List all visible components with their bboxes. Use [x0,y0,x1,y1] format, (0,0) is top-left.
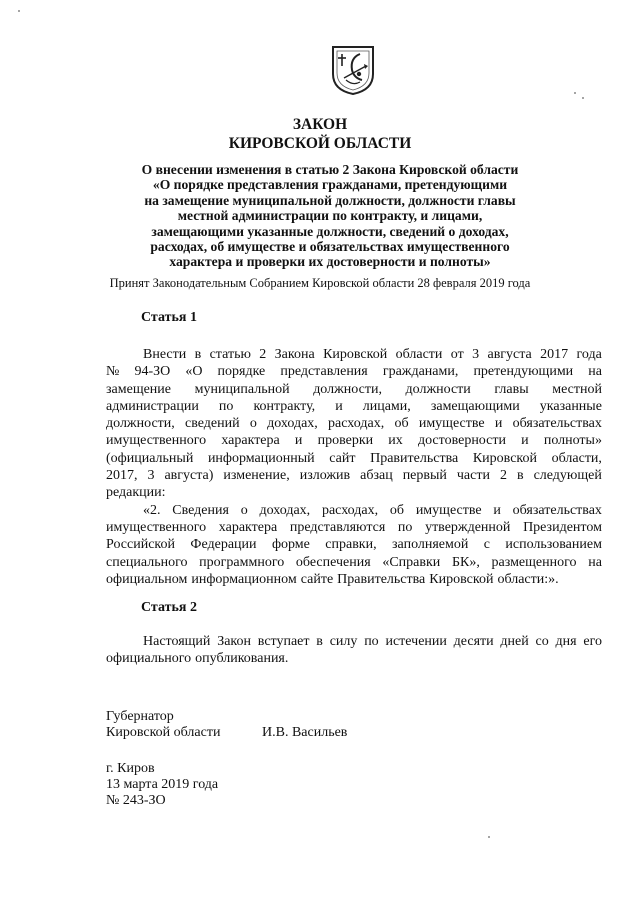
kirov-oblast-coat-of-arms-icon [330,44,376,96]
word: и [335,398,343,414]
word: в [316,634,323,649]
word: БК», [451,554,480,570]
word: на [588,554,602,570]
word: информационный [207,450,315,466]
word: доходах, [259,502,311,518]
text-line [106,650,602,667]
word: и [493,502,501,518]
heading-line: О внесении изменения в статью 2 Закона Кировской области [141,162,519,177]
word: характера [221,433,280,449]
word: их [388,433,403,449]
word: сведений [185,416,240,432]
word: Кировской [323,347,388,362]
word: об [394,416,409,432]
word: в [194,347,202,362]
text-line [106,571,602,588]
word: 2017 [540,347,569,362]
heading-line: замещающими указанные должности, сведений о доходах, [151,223,509,239]
word: официальном [106,571,188,587]
law-heading [110,162,550,270]
word: с [483,537,490,553]
word: и [294,433,303,449]
word: в [516,468,524,484]
word: муниципальной [194,381,290,397]
word: сайте [300,571,334,587]
word: Настоящий [143,634,211,649]
word: 2 [499,468,507,484]
issue-place: г. Киров [106,761,155,776]
text-line [106,381,602,398]
word: претендующими [473,364,574,380]
word: гражданами, [382,364,459,380]
word: на [588,364,602,380]
word: Закона [274,347,315,362]
text-line [106,467,602,484]
word: заполняемой [392,537,469,553]
word: Федерации [190,537,257,553]
text-line [106,536,602,553]
word: официального [106,651,192,667]
word: от [450,347,464,362]
word: главы [494,381,529,397]
word: 3 [472,347,480,362]
text-line [106,554,602,571]
heading-line: на замещение муниципальной должности, должности главы [144,192,516,208]
text-line [106,450,602,467]
word: доходах, [267,416,318,432]
word: по [218,398,234,414]
word: достоверности [417,433,506,449]
word: и [494,416,503,432]
word: «Справки [382,554,441,570]
word: 94-ЗО [134,364,171,380]
word: 2017, [106,468,138,484]
word: силу [329,634,358,649]
signature-name: И.В. Васильев [262,725,348,740]
word: дня [555,634,577,649]
word: проверки [317,433,374,449]
word: Российской [106,537,175,553]
signature-position: Губернатор [106,709,174,724]
word: области [395,347,443,362]
word: использованием [505,537,602,553]
text-line [106,363,602,380]
issue-date: 13 марта 2019 года [106,777,219,792]
word: имущественного [106,519,207,535]
text-line [106,415,602,432]
article-2-title: Статья 2 [141,600,197,615]
word: вступает [257,634,310,649]
word: информационном [191,571,297,587]
word: и [521,433,529,449]
word: обязательствах [512,502,602,518]
word: области, [551,450,602,466]
word: сайт [329,450,356,466]
word: Кировской [472,450,537,466]
document-region-title: КИРОВСКОЙ ОБЛАСТИ [228,135,412,152]
scan-speck [18,10,20,12]
word: Внести [143,347,187,362]
heading-line: характера и проверки их достоверности и полноты» [169,254,491,270]
word: имуществе [418,416,485,432]
word: Закон [217,634,252,649]
signature-region: Кировской области [106,725,221,740]
article-2-text [106,633,602,668]
word: его [583,634,602,649]
word: первый [402,468,447,484]
word: абзац [360,468,393,484]
word: изложив [299,468,351,484]
word: обязательствах [512,416,602,432]
word: имущественного [106,433,207,449]
word: Правительства [337,571,426,587]
word: опубликования. [195,651,289,667]
word: 3 [147,468,155,484]
word: замещающими [430,398,520,414]
word: об [389,502,405,518]
word: 2 [259,347,267,362]
word: характера [218,519,278,535]
word: представления [280,364,368,380]
word: обеспечения [295,554,371,570]
text-line [106,398,602,415]
word: форме [271,537,310,553]
word: десяти [453,634,494,649]
word: редакции: [106,485,166,501]
text-line [106,346,602,363]
word: августа [487,347,532,362]
scan-speck [488,836,490,838]
article-1-text [106,346,602,588]
word: должности, [106,416,175,432]
adoption-note: Принят Законодательным Собранием Кировской области 28 февраля 2019 года [109,276,531,290]
word: указанные [539,398,602,414]
word: Сведения [172,502,229,518]
word: полноты» [543,433,602,449]
word: «О [185,364,203,380]
word: изменение, [223,468,290,484]
word: порядке [217,364,266,380]
word: следующей [533,468,602,484]
word: года [576,347,602,362]
word: августа) [164,468,214,484]
text-line [106,502,602,519]
word: по [364,634,379,649]
heading-line: местной администрации по контракту, и лицами, [177,208,483,224]
text-line [106,484,602,501]
word: истечении [385,634,447,649]
word: Кировской [429,571,494,587]
word: контракту, [253,398,316,414]
word: специального [106,554,188,570]
word: расходах, [328,416,385,432]
word: № [106,364,120,380]
word: Президентом [523,519,602,535]
word: дней [500,634,529,649]
word: части [456,468,490,484]
word: лицами, [362,398,411,414]
word: должности [405,381,471,397]
word: статью [209,347,251,362]
word: «2. [143,502,161,518]
word: замещение [106,381,172,397]
word: Правительства [370,450,459,466]
heading-line: «О порядке представления гражданами, претендующими [152,177,508,193]
word: по [397,519,413,535]
document-type-title: ЗАКОН [292,116,348,133]
scan-speck [582,97,584,99]
word: (официальный [106,450,194,466]
word: о [240,502,248,518]
text-line [106,633,602,650]
text-line [106,432,602,449]
word: расходах, [321,502,379,518]
word: программного [199,554,285,570]
word: имуществе [415,502,482,518]
word: размещенного [491,554,577,570]
word: со [535,634,549,649]
text-line [106,519,602,536]
word: должности, [313,381,382,397]
heading-line: расходах, об имуществе и обязательствах имущественного [150,239,510,255]
scan-speck [574,92,576,94]
word: справки, [325,537,377,553]
word: о [249,416,257,432]
word: представляются [289,519,386,535]
word: местной [552,381,602,397]
word: утвержденной [425,519,511,535]
word: области:». [497,571,559,587]
word: администрации [106,398,199,414]
article-1-title: Статья 1 [141,310,197,325]
law-number: № 243-ЗО [106,793,166,808]
